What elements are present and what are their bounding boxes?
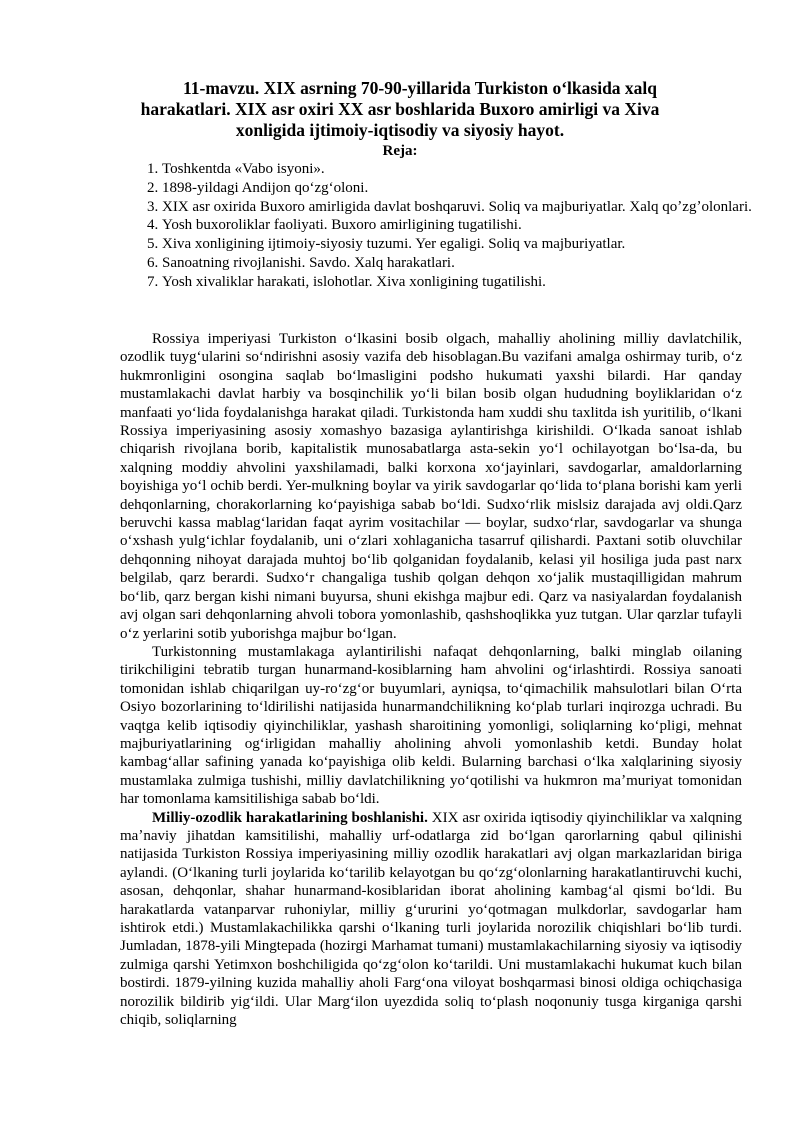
paragraph-3 [120, 809, 742, 1030]
document-title [110, 78, 690, 141]
section-heading: Milliy-ozodlik harakatlarining boshlanishi. [152, 809, 428, 826]
title-line-3: xonligida ijtimoiy-iqtisodiy va siyosiy hayot. [235, 120, 565, 140]
title-line-2: harakatlari. XIX asr oxiri XX asr boshlarida Buxoro amirligi va Xiva [140, 99, 660, 119]
plan-item: 1. Toshkentda «Vabo isyoni». [162, 160, 784, 179]
paragraph-1: Rossiya imperiyasi Turkiston oʻlkasini bosib olgach, mahalliy aholining milliy davlatchilik, ozodlik tuygʻularini soʻndirishni asosiy vazifa deb hisoblagan.Bu vazifani amalga oshirmay turib, oʻz hukmronligini osongina saqlab boʻlmasligini podsho hukumati yaxshi bilardi. Har qanday mustamlakachi davlat harbiy va bosqinchilik yoʻli bilan bosib olgan hududning boyliklaridan oʻz manfaati yoʻlida foydalanishga harakat qiladi. Turkistonda ham xuddi shu taxlitda ish yuritilib, oʻlkani Rossiya imperiyasining asosiy xomashyo bazasiga aylantirishga kirishildi. Oʻlkada sanoat ishlab chiqarish rivojlana borib, kapitalistik munosabatlarga asta-sekin yoʻl ochilayotgan boʻlsa-da, bu xalqning moddiy ahvolini yaxshilamadi, balki korxona xoʻjayinlari, savdogarlar, amaldorlarning boyishiga yoʻl ochib berdi. Yer-mulkning boylar va yirik savdogarlar qoʻlida toʻplana borishi kam yerli dehqonlarning, chorakorlarning koʻpayishiga sabab boʻldi. Sudxoʻrlik mislsiz darajada avj oldi.Qarz beruvchi kassa mablagʻlaridan faqat ayrim vositachilar — boylar, sudxoʻrlar, savdogarlar va shunga oʻxshash yulgʻichlar foydalanib, uni oʻzlari xohlaganicha tasarruf qilishardi. Paxtani sotib oluvchilar dehqonning nihoyat darajada muhtoj boʻlib qolganidan foydalanib, kelasi yil hosiliga juda past narx belgilab, qarz berardi. Sudxoʻr changaliga tushib qolgan dehqon xoʻjalik mustaqilligidan mahrum boʻlib, qarz bergan kishi nimani buyursa, shuni ekishga majbur edi. Qarz va nasiyalardan foydalanish avj olgan sari dehqonlarning ahvoli tobora yomonlashib, qashshoqlikka yuz tutgan. Ular qarzlar tufayli oʻz yerlarini sotib yuborishga majbur boʻlgan. [120, 331, 742, 642]
plan-item: 5. Xiva xonligining ijtimoiy-siyosiy tuzumi. Yer egaligi. Soliq va majburiyatlar. [162, 235, 784, 254]
plan-item: 2. 1898-yildagi Andijon qoʻzgʻoloni. [162, 179, 784, 198]
plan-heading: Reja: [382, 143, 418, 159]
paragraph-2: Turkistonning mustamlakaga aylantirilishi nafaqat dehqonlarning, balki minglab oilaning tirikchiligini tebratib turgan hunarmand-kosiblarning ham ahvolini ogʻirlashtirdi. Rossiya sanoati tomonidan ishlab chiqarilgan uy-roʻzgʻor buyumlari, ayniqsa, toʻqimachilik mahsulotlari bilan Oʻrta Osiyo bozorlarining toʻldirilishi natijasida hunarmandchilikning koʻplab turlari inqirozga uchradi. Bu vaqtga kelib iqtisodiy qiyinchiliklar, yashash sharoitining yomonligi, soliqlarning koʻpligi, mehnat majburiyatlarining ogʻirligidan mahalliy aholining ahvoli yomonlashib ketdi. Bunday holat kambagʻallar safining yanada koʻpayishiga olib keldi. Bularning barchasi oʻlka xalqlarining siyosiy mustamlaka zulmiga tushishi, milliy davlatchilikning yoʻqotilishi va hukmron maʼmuriyat tomonidan har tomonlama kamsitilishiga sabab boʻldi. [120, 643, 742, 808]
document-body [120, 330, 742, 1029]
plan-list [120, 160, 784, 292]
plan-item: 3. XIX asr oxirida Buxoro amirligida davlat boshqaruvi. Soliq va majburiyatlar. Xalq qoʼzgʼolonlari. [162, 198, 784, 217]
paragraph-3-text: XIX asr oxirida iqtisodiy qiyinchiliklar va xalqning maʼnaviy jihatdan kamsitilishi, mahalliy urf-odatlarga zid boʻlgan qarorlarning qabul qilinishi natijasida Turkiston Rossiya imperiyasining milliy ozodlik harakatlari avj olgan markazlaridan biriga aylandi. (Oʻlkaning turli joylarida koʻtarilib kelayotgan bu qoʻzgʻolonlarning harakatlantiruvchi kuchi, asosan, dehqonlar, shahar hunarmand-kosiblaridan iborat aholining kambagʻal qismi boʻldi. Bu harakatlarda vatanparvar ruhoniylar, milliy gʻururini yoʻqotmagan mulkdorlar, savdogarlar ham ishtirok etdi.) Mustamlakachilikka qarshi oʻlkaning turli joylarida norozilik chiqishlari boʻlib turdi. Jumladan, 1878-yili Mingtepada (hozirgi Marhamat tumani) mustamlakachilarning siyosiy va iqtisodiy zulmiga qarshi Yetimxon boshchiligida qoʻzgʻolon koʻtarildi. Uni mustamlakachi hukumat kuch bilan bostirdi. 1879-yilning kuzida mahalliy aholi Fargʻona viloyat boshqarmasi binosi oldiga ochiqchasiga norozilik bildirib yigʻildi. Ular Margʻilon uyezdida soliq toʻplash noqonuniy tusga kirganiga qarshi chiqib, soliqlarning [120, 809, 742, 1029]
plan-item: 4. Yosh buxoroliklar faoliyati. Buxoro amirligining tugatilishi. [162, 216, 784, 235]
plan-item: 7. Yosh xivaliklar harakati, islohotlar. Xiva xonligining tugatilishi. [162, 273, 784, 292]
title-line-1: 11-mavzu. XIX asrning 70-90-yillarida Turkiston oʻlkasida xalq [182, 78, 658, 98]
plan-item: 6. Sanoatning rivojlanishi. Savdo. Xalq harakatlari. [162, 254, 784, 273]
